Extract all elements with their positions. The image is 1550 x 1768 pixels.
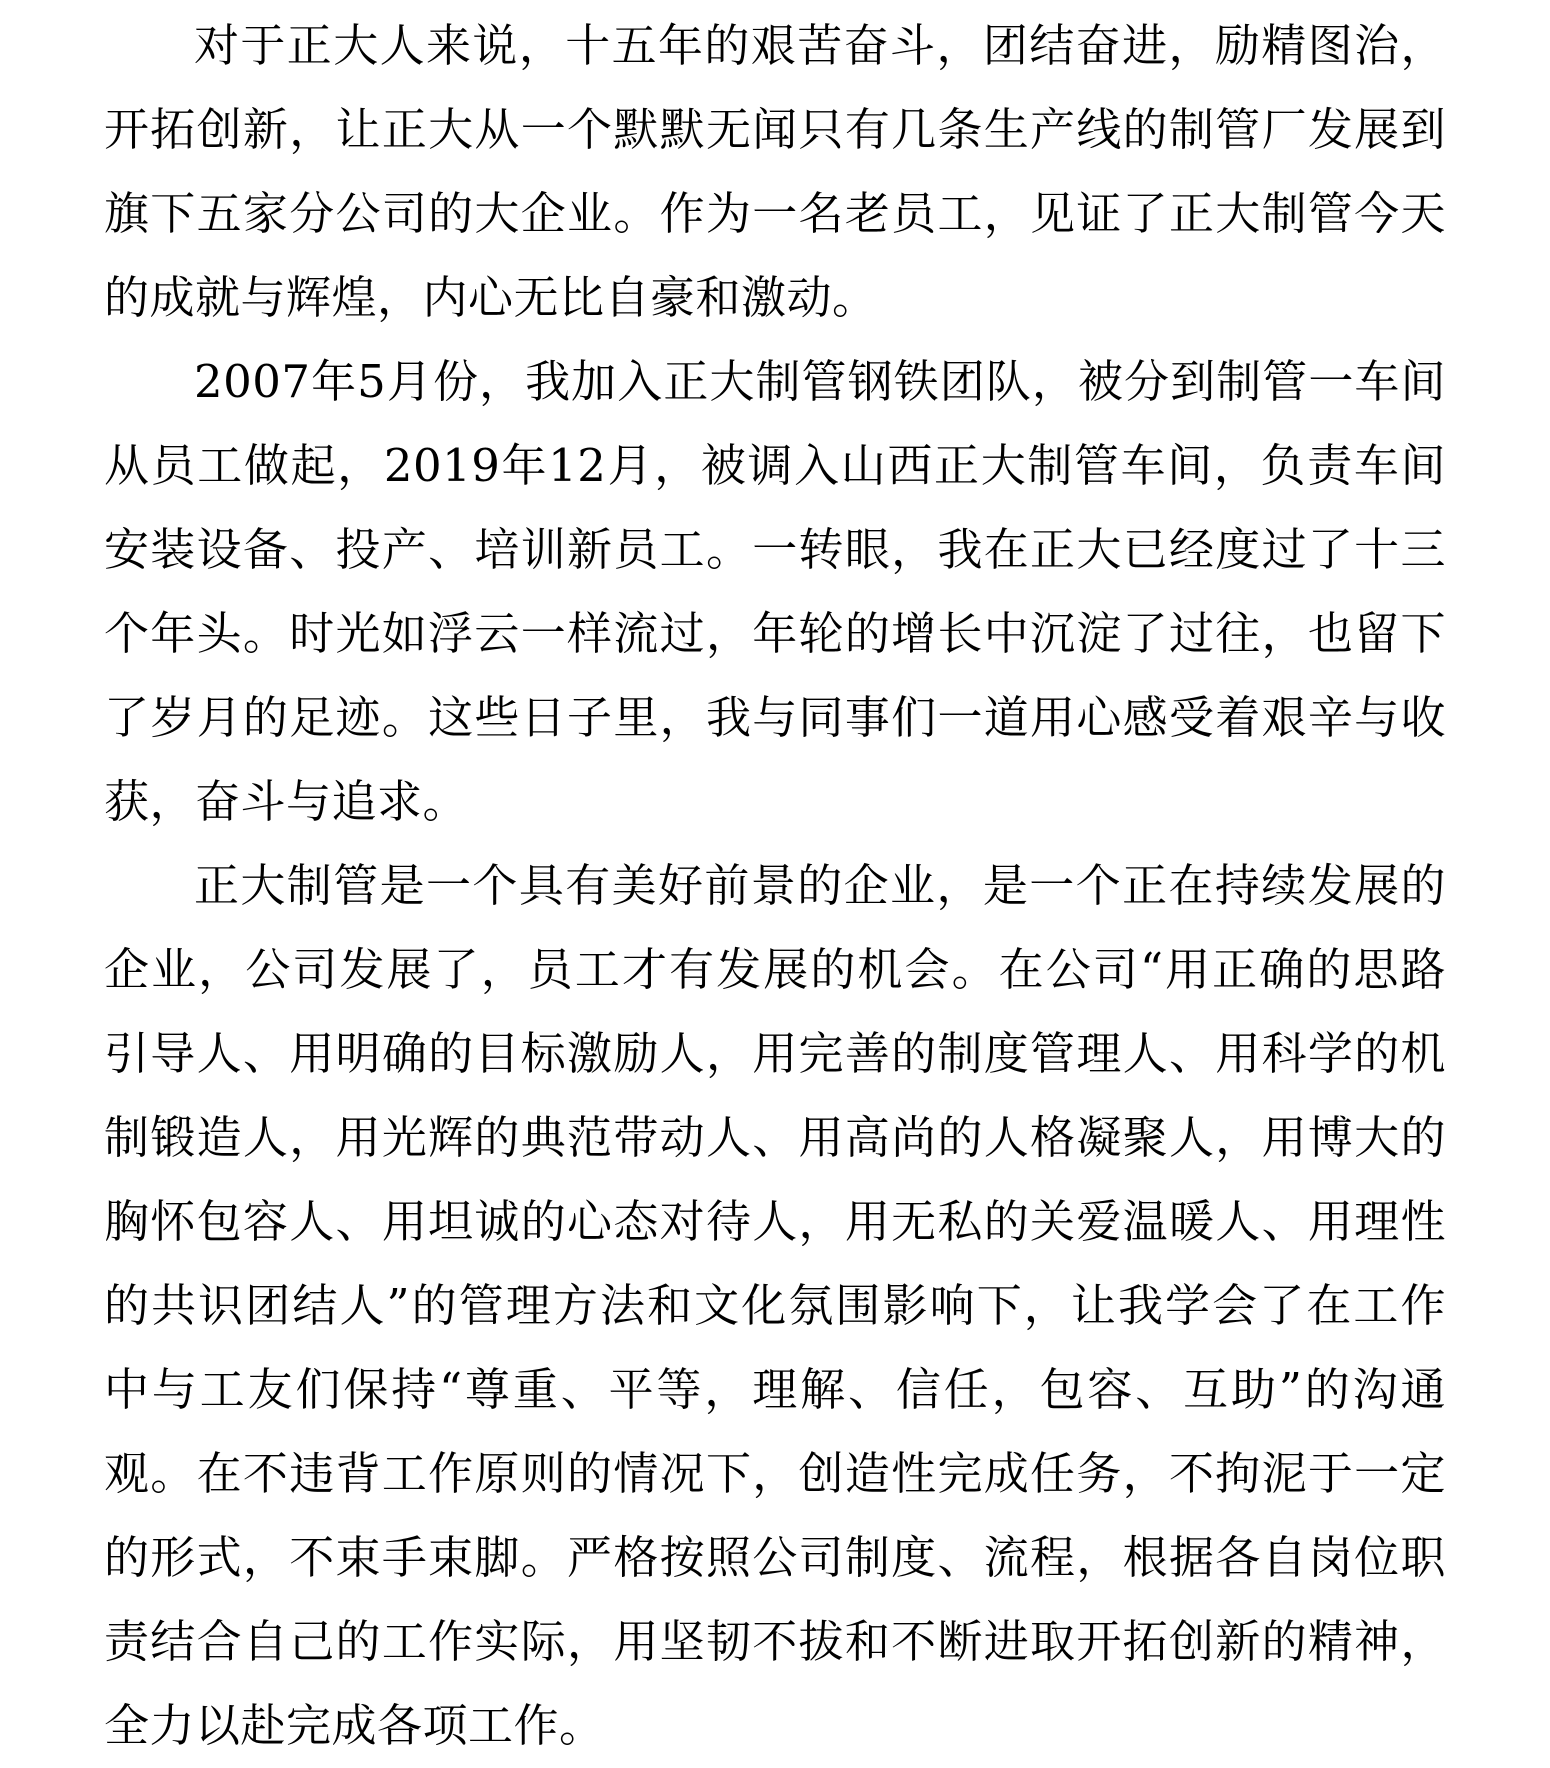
paragraph-1: 对于正大人来说，十五年的艰苦奋斗，团结奋进，励精图治，开拓创新，让正大从一个默默无闻只有几条生产线的制管厂发展到旗下五家分公司的大企业。作为一名老员工，见证了正大制管今天的成就与辉煌，内心无比自豪和激动。 [104, 19, 1446, 324]
paragraph-2: 2007年5月份，我加入正大制管钢铁团队，被分到制管一车间从员工做起，2019年12月，被调入山西正大制管车间，负责车间安装设备、投产、培训新员工。一转眼，我在正大已经度过了十三个年头。时光如浮云一样流过，年轮的增长中沉淀了过往，也留下了岁月的足迹。这些日子里，我与同事们一道用心感受着艰辛与收获，奋斗与追求。 [104, 355, 1446, 828]
document-body [104, 0, 1446, 1768]
paragraph-3: 正大制管是一个具有美好前景的企业，是一个正在持续发展的企业，公司发展了，员工才有发展的机会。在公司“用正确的思路引导人、用明确的目标激励人，用完善的制度管理人、用科学的机制锻造人，用光辉的典范带动人、用高尚的人格凝聚人，用博大的胸怀包容人、用坦诚的心态对待人，用无私的关爱温暖人、用理性的共识团结人”的管理方法和文化氛围影响下，让我学会了在工作中与工友们保持“尊重、平等，理解、信任，包容、互助”的沟通观。在不违背工作原则的情况下，创造性完成任务，不拘泥于一定的形式，不束手束脚。严格按照公司制度、流程，根据各自岗位职责结合自己的工作实际，用坚韧不拔和不断进取开拓创新的精神，全力以赴完成各项工作。 [104, 859, 1446, 1752]
